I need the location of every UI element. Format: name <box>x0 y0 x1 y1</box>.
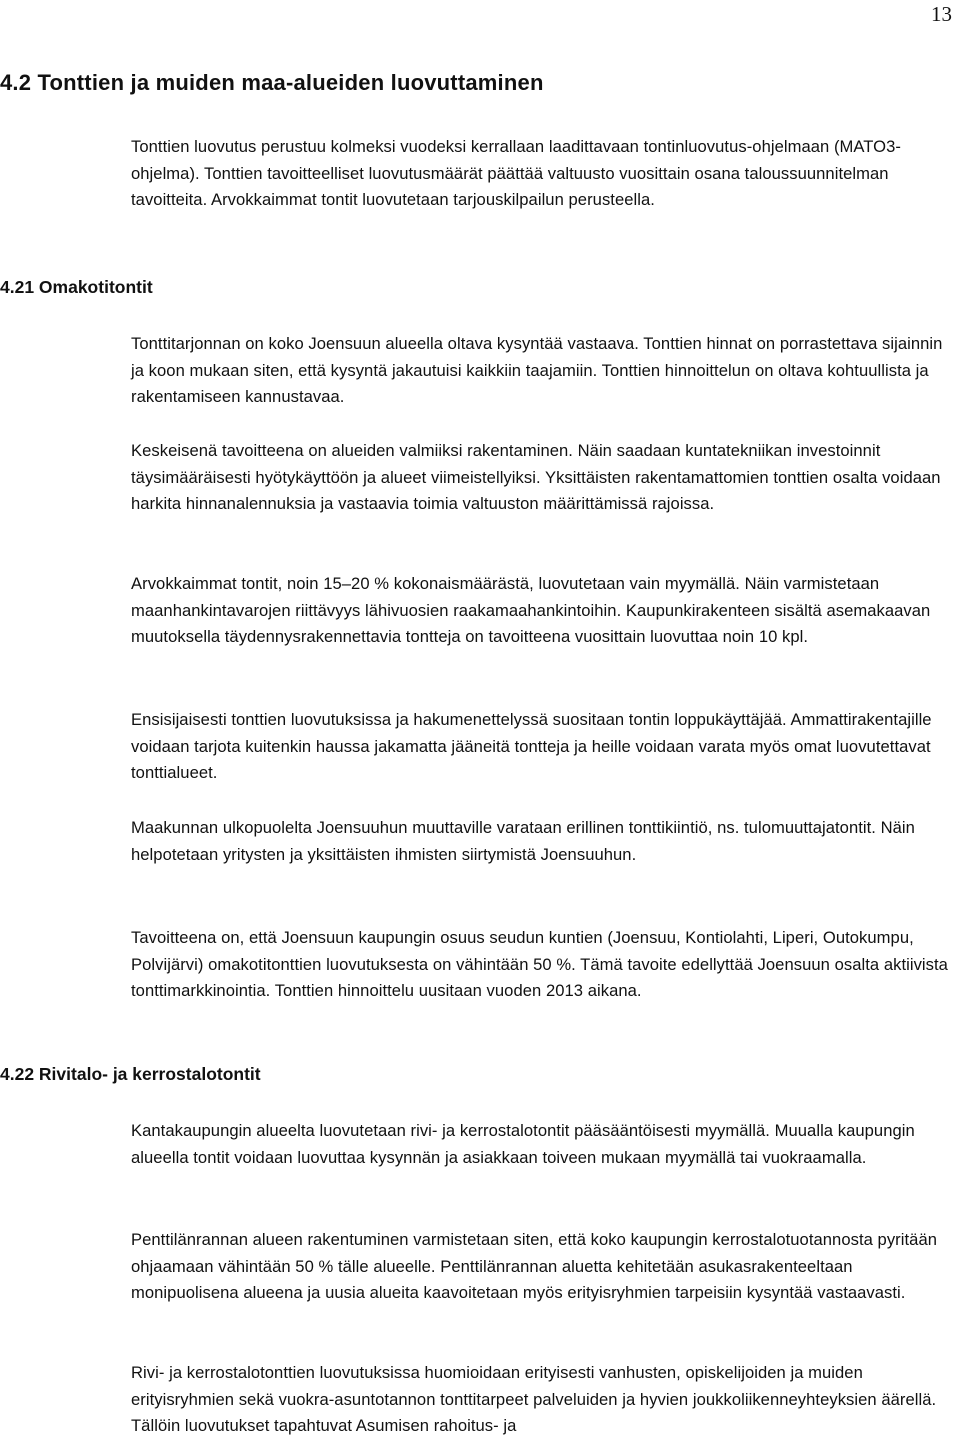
section-heading: 4.2 Tonttien ja muiden maa-alueiden luovuttaminen <box>0 70 544 95</box>
subsection-heading-omakotitontit: 4.21 Omakotitontit <box>0 277 153 297</box>
rivitalo-paragraph-2: Penttilänrannan alueen rakentuminen varmistetaan siten, että koko kaupungin kerrostalotuotannosta pyritään ohjaamaan vähintään 50 % tälle alueelle. Penttilänrannan aluetta kehitetään asukasrakenteeltaan monipuolisena alueena ja uusia alueita kaavoitetaan myös erityisryhmien tarpeisiin kysyntää vastaavasti. <box>131 1230 937 1303</box>
section-intro: Tonttien luovutus perustuu kolmeksi vuodeksi kerrallaan laadittavaan tontinluovutus-ohjelmaan (MATO3-ohjelma). Tonttien tavoitteelliset luovutusmäärät päättää valtuusto vuosittain osana taloussuunnitelman tavoitteita. Arvokkaimmat tontit luovutetaan tarjouskilpailun perusteella. <box>131 137 901 210</box>
omakotitontit-paragraph-4: Ensisijaisesti tonttien luovutuksissa ja hakumenettelyssä suositaan tontin loppukäyttäjää. Ammattirakentajille voidaan tarjota kuitenkin haussa jakamatta jääneitä tontteja ja heille voidaan varata myös omat luovutettavat tonttialueet. <box>131 710 932 783</box>
rivitalo-paragraph-1: Kantakaupungin alueelta luovutetaan rivi- ja kerrostalotontit pääsääntöisesti myymällä. Muualla kaupungin alueella tontit voidaan luovuttaa kysynnän ja asiakkaan toiveen mukaan myymällä tai vuokraamalla. <box>131 1121 915 1167</box>
page-number: 13 <box>931 2 952 26</box>
omakotitontit-paragraph-2: Keskeisenä tavoitteena on alueiden valmiiksi rakentaminen. Näin saadaan kuntatekniikan investoinnit täysimääräisesti hyötykäyttöön ja alueet viimeistellyiksi. Yksittäisten rakentamattomien tonttien osalta voidaan harkita hinnanalennuksia ja vastaavia toimia valtuuston määrittämissä rajoissa. <box>131 441 941 514</box>
subsection-heading-rivitalo-kerrostalotontit: 4.22 Rivitalo- ja kerrostalotontit <box>0 1064 261 1084</box>
rivitalo-paragraph-3: Rivi- ja kerrostalotonttien luovutuksissa huomioidaan erityisesti vanhusten, opiskelijoiden ja muiden erityisryhmien sekä vuokra-asuntotannon tonttitarpeet palveluiden ja hyvien joukkoliikenneyhteyksien äärellä. Tällöin luovutukset tapahtuvat Asumisen rahoitus- ja <box>131 1363 937 1436</box>
omakotitontit-paragraph-1: Tonttitarjonnan on koko Joensuun alueella oltava kysyntää vastaava. Tonttien hinnat on porrastettava sijainnin ja koon mukaan siten, että kysyntä jakautuisi kaikkiin taajamiin. Tonttien hinnoittelun on oltava kohtuullista ja rakentamiseen kannustavaa. <box>131 334 943 407</box>
omakotitontit-paragraph-6: Tavoitteena on, että Joensuun kaupungin osuus seudun kuntien (Joensuu, Kontiolahti, Liperi, Outokumpu, Polvijärvi) omakotitonttien luovutuksesta on vähintään 50 %. Tämä tavoite edellyttää Joensuun osalta aktiivista tonttimarkkinointia. Tonttien hinnoittelu uusitaan vuoden 2013 aikana. <box>131 928 948 1001</box>
omakotitontit-paragraph-3: Arvokkaimmat tontit, noin 15–20 % kokonaismäärästä, luovutetaan vain myymällä. Näin varmistetaan maanhankintavarojen riittävyys lähivuosien raakamaahankintoihin. Kaupunkirakenteen sisältä asemakaavan muutoksella täydennysrakennettavia tontteja on tavoitteena vuosittain luovuttaa noin 10 kpl. <box>131 574 931 647</box>
omakotitontit-paragraph-5: Maakunnan ulkopuolelta Joensuuhun muuttaville varataan erillinen tonttikiintiö, ns. tulomuuttajatontit. Näin helpotetaan yritysten ja yksittäisten ihmisten siirtymistä Joensuuhun. <box>131 818 915 864</box>
